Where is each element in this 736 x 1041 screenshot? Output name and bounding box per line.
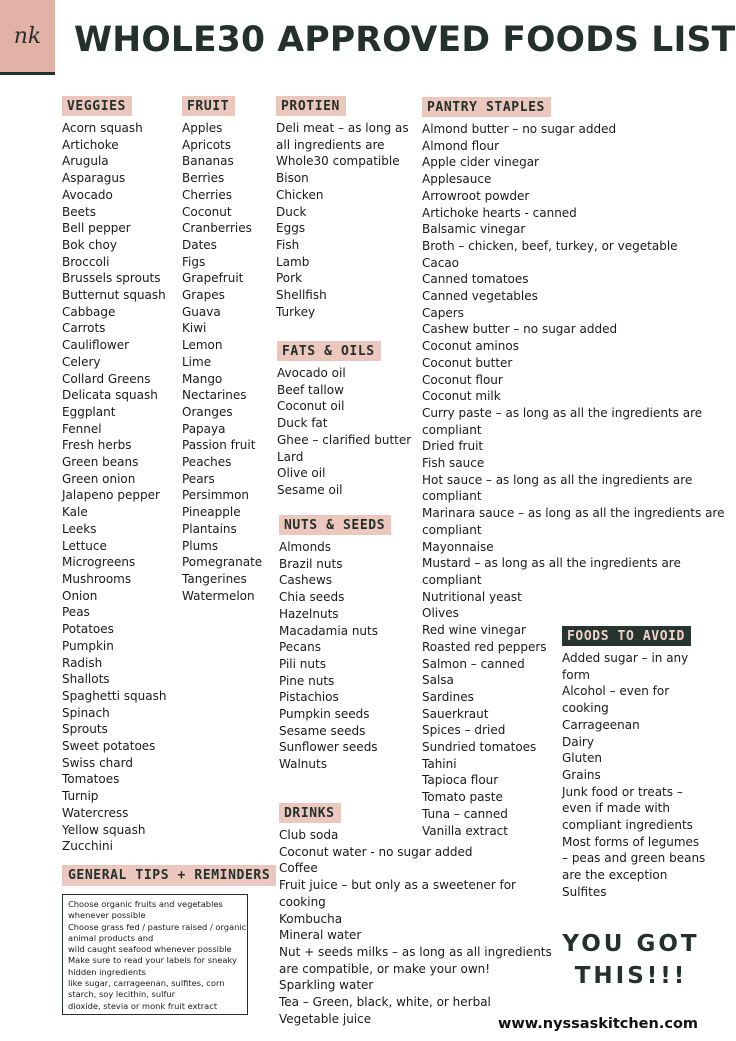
list-item: Swiss chard xyxy=(62,755,133,770)
list-item: Canned vegetables xyxy=(422,289,538,304)
list-item: Bison xyxy=(276,171,309,186)
list-item: Grapefruit xyxy=(182,271,244,286)
tips-box xyxy=(62,894,248,1015)
list-item: compliant xyxy=(422,522,482,537)
list-item: Fish xyxy=(276,237,300,252)
list-item: Eggplant xyxy=(62,404,116,419)
list-item: Sparkling water xyxy=(279,978,374,993)
list-item: Persimmon xyxy=(182,488,250,503)
list-item: Dried fruit xyxy=(422,439,484,454)
list-item: Chia seeds xyxy=(279,590,345,605)
list-item: Eggs xyxy=(276,221,306,236)
list-item: Club soda xyxy=(279,828,339,842)
list-item: Beets xyxy=(62,204,96,219)
list-item: Cacao xyxy=(422,255,460,270)
list-item: Grains xyxy=(562,767,601,782)
list-item: Spinach xyxy=(62,705,110,720)
list-item: Guava xyxy=(182,304,221,319)
tips-list xyxy=(68,899,247,1012)
list-item: Carrageenan xyxy=(562,717,640,732)
list-item: Tuna – canned xyxy=(422,806,508,821)
list-item: Sauerkraut xyxy=(422,706,489,721)
list-item: Asparagus xyxy=(62,171,126,186)
list-item: Artichoke hearts - canned xyxy=(422,205,577,220)
list-item: Kale xyxy=(62,505,88,520)
list-item: cooking xyxy=(279,894,326,909)
list-item: Turkey xyxy=(276,304,316,319)
list-item: Bok choy xyxy=(62,237,117,252)
list-item: Hot sauce – as long as all the ingredients are xyxy=(422,472,693,487)
list-item: Delicata squash xyxy=(62,388,158,403)
list-item: Ghee – clarified butter xyxy=(277,432,412,447)
list-item: Sunflower seeds xyxy=(279,740,378,755)
list-item: Walnuts xyxy=(279,757,327,772)
list-item: Mayonnaise xyxy=(422,539,494,554)
list-item: Mustard – as long as all the ingredients are xyxy=(422,556,681,571)
list-item: are compatible, or make your own! xyxy=(279,961,491,976)
nuts-heading: NUTS & SEEDS xyxy=(279,515,391,535)
list-item: Lettuce xyxy=(62,538,107,553)
list-item: Tea – Green, black, white, or herbal xyxy=(279,995,491,1010)
list-item: Almonds xyxy=(279,540,332,554)
list-item: Sprouts xyxy=(62,722,108,737)
website-url: www.nyssaskitchen.com xyxy=(498,1016,699,1032)
list-item: Leeks xyxy=(62,521,97,536)
list-item: Tomato paste xyxy=(422,790,503,805)
list-item: Bell pepper xyxy=(62,221,131,236)
list-item: Turnip xyxy=(62,789,99,804)
drinks-list xyxy=(279,827,552,1027)
list-item: Marinara sauce – as long as all the ingredients are xyxy=(422,506,725,521)
list-item: Mango xyxy=(182,371,223,386)
list-item: Sulfites xyxy=(562,884,607,899)
list-item: Canned tomatoes xyxy=(422,272,529,287)
veggies-list xyxy=(62,120,166,855)
list-item: Watermelon xyxy=(182,588,255,603)
pantry-heading: PANTRY STAPLES xyxy=(422,97,551,117)
list-item: Salsa xyxy=(422,673,454,688)
fats-section xyxy=(277,340,411,499)
list-item: Peaches xyxy=(182,455,232,470)
list-item: Tangerines xyxy=(182,571,247,586)
list-item: Tapioca flour xyxy=(422,773,499,788)
list-item: Lamb xyxy=(276,254,310,269)
list-item: Brussels sprouts xyxy=(62,271,161,286)
list-item: Green onion xyxy=(62,471,136,486)
list-item: Arrowroot powder xyxy=(422,188,530,203)
list-item: Passion fruit xyxy=(182,438,256,453)
list-item: Mushrooms xyxy=(62,571,132,586)
fruit-list xyxy=(182,120,262,604)
list-item: Pili nuts xyxy=(279,656,326,671)
list-item: Sesame seeds xyxy=(279,723,366,738)
list-item: even if made with xyxy=(562,801,670,816)
fats-list xyxy=(277,365,411,499)
list-item: Balsamic vinegar xyxy=(422,222,526,237)
list-item: Apricots xyxy=(182,137,231,152)
list-item: Applesauce xyxy=(422,172,492,187)
list-item: Avocado xyxy=(62,187,113,202)
list-item: Pumpkin seeds xyxy=(279,707,370,722)
list-item: Yellow squash xyxy=(62,822,146,837)
list-item: Pistachios xyxy=(279,690,339,705)
list-item: Choose grass fed / pasture raised / organic xyxy=(68,921,247,932)
list-item: Jalapeno pepper xyxy=(62,488,160,503)
list-item: cooking xyxy=(562,701,609,716)
list-item: Onion xyxy=(62,588,98,603)
list-item: Kiwi xyxy=(182,321,207,336)
list-item: Berries xyxy=(182,171,225,186)
list-item: Coconut water - no sugar added xyxy=(279,844,473,859)
list-item: Red wine vinegar xyxy=(422,623,526,638)
fruit-heading: FRUIT xyxy=(182,96,235,116)
fruit-section xyxy=(182,95,262,604)
list-item: Fennel xyxy=(62,421,102,436)
tips-heading: GENERAL TIPS + REMINDERS xyxy=(62,865,276,886)
list-item: Make sure to read your labels for sneaky xyxy=(68,955,237,966)
list-item: Added sugar – in any xyxy=(562,651,689,665)
list-item: Broccoli xyxy=(62,254,110,269)
list-item: hidden ingredients xyxy=(68,966,146,977)
list-item: Salmon – canned xyxy=(422,656,525,671)
list-item: Cherries xyxy=(182,187,232,202)
list-item: Carrots xyxy=(62,321,106,336)
nuts-list xyxy=(279,539,391,773)
list-item: Vegetable juice xyxy=(279,1011,372,1026)
list-item: Cashews xyxy=(279,573,333,588)
list-item: Most forms of legumes xyxy=(562,834,700,849)
list-item: Spices – dried xyxy=(422,723,506,738)
list-item: Duck fat xyxy=(277,416,328,431)
logo: nk xyxy=(0,0,55,75)
list-item: Curry paste – as long as all the ingredients are xyxy=(422,405,703,420)
list-item: Broth – chicken, beef, turkey, or vegetable xyxy=(422,238,678,253)
list-item: Tomatoes xyxy=(62,772,120,787)
list-item: Almond flour xyxy=(422,138,500,153)
list-item: Pomegranate xyxy=(182,555,263,570)
list-item: Arugula xyxy=(62,154,109,169)
list-item: wild caught seafood whenever possible xyxy=(68,944,232,955)
fats-heading: FATS & OILS xyxy=(277,341,381,361)
list-item: Olive oil xyxy=(277,466,326,481)
list-item: Coconut flour xyxy=(422,372,503,387)
avoid-heading: FOODS TO AVOID xyxy=(562,626,691,646)
list-item: Choose organic fruits and vegetables xyxy=(68,899,223,909)
list-item: Watercress xyxy=(62,805,129,820)
list-item: compliant xyxy=(422,572,482,587)
list-item: Coffee xyxy=(279,861,318,876)
list-item: Zucchini xyxy=(62,839,113,854)
list-item: Junk food or treats – xyxy=(562,784,683,799)
list-item: Deli meat – as long as xyxy=(276,121,409,135)
list-item: – peas and green beans xyxy=(562,851,706,866)
list-item: Plums xyxy=(182,538,219,553)
list-item: like sugar, carrageenan, sulfites, corn xyxy=(68,978,225,989)
list-item: animal products and xyxy=(68,932,154,943)
list-item: Butternut squash xyxy=(62,288,166,303)
list-item: Cauliflower xyxy=(62,338,130,353)
list-item: Celery xyxy=(62,354,101,369)
protein-list xyxy=(276,120,409,320)
list-item: Sundried tomatoes xyxy=(422,740,537,755)
protein-section xyxy=(276,95,409,320)
list-item: Lemon xyxy=(182,338,223,353)
list-item: Kombucha xyxy=(279,911,343,926)
list-item: are the exception xyxy=(562,868,668,883)
list-item: Coconut milk xyxy=(422,389,501,404)
list-item: Lime xyxy=(182,354,212,369)
list-item: Lard xyxy=(277,449,304,464)
list-item: Sardines xyxy=(422,689,474,704)
list-item: Collard Greens xyxy=(62,371,151,386)
list-item: Coconut xyxy=(182,204,232,219)
list-item: all ingredients are xyxy=(276,137,385,152)
list-item: Apples xyxy=(182,121,223,135)
list-item: Pumpkin xyxy=(62,638,114,653)
list-item: Beef tallow xyxy=(277,382,344,397)
list-item: Tahini xyxy=(422,756,457,771)
list-item: Dates xyxy=(182,237,217,252)
list-item: Duck xyxy=(276,204,307,219)
list-item: Papaya xyxy=(182,421,226,436)
list-item: compliant xyxy=(422,422,482,437)
list-item: Green beans xyxy=(62,455,139,470)
list-item: Bananas xyxy=(182,154,234,169)
list-item: Pine nuts xyxy=(279,673,335,688)
list-item: Microgreens xyxy=(62,555,136,570)
avoid-list xyxy=(562,650,705,901)
list-item: Coconut oil xyxy=(277,399,345,414)
veggies-section xyxy=(62,95,166,855)
list-item: Fresh herbs xyxy=(62,438,132,453)
list-item: Cabbage xyxy=(62,304,116,319)
list-item: Apple cider vinegar xyxy=(422,155,539,170)
list-item: Nutritional yeast xyxy=(422,589,522,604)
cta-text: YOU GOT THIS!!! xyxy=(562,931,700,989)
list-item: Cranberries xyxy=(182,221,252,236)
list-item: Dairy xyxy=(562,734,594,749)
list-item: Fish sauce xyxy=(422,456,485,471)
list-item: starch, soy lecithin, sulfur xyxy=(68,989,176,1000)
list-item: Pecans xyxy=(279,640,321,655)
list-item: Coconut aminos xyxy=(422,339,519,354)
list-item: Mineral water xyxy=(279,928,362,943)
list-item: Nectarines xyxy=(182,388,247,403)
list-item: Oranges xyxy=(182,404,233,419)
list-item: Pears xyxy=(182,471,215,486)
list-item: Pork xyxy=(276,271,303,286)
page-title: WHOLE30 APPROVED FOODS LIST xyxy=(74,20,736,60)
list-item: Radish xyxy=(62,655,103,670)
list-item: Cashew butter – no sugar added xyxy=(422,322,618,337)
list-item: Avocado oil xyxy=(277,366,346,380)
list-item: form xyxy=(562,667,590,682)
list-item: Spaghetti squash xyxy=(62,688,167,703)
list-item: Olives xyxy=(422,606,459,621)
list-item: Peas xyxy=(62,605,90,620)
list-item: Sweet potatoes xyxy=(62,739,156,754)
list-item: Artichoke xyxy=(62,137,119,152)
list-item: Fruit juice – but only as a sweetener for xyxy=(279,878,516,893)
list-item: Figs xyxy=(182,254,206,269)
list-item: Nut + seeds milks – as long as all ingredients xyxy=(279,944,552,959)
list-item: Gluten xyxy=(562,751,602,766)
drinks-heading: DRINKS xyxy=(279,803,341,823)
list-item: Sesame oil xyxy=(277,482,343,497)
list-item: dioxide, stevia or monk fruit extract xyxy=(68,1000,218,1011)
list-item: Grapes xyxy=(182,288,225,303)
list-item: Shellfish xyxy=(276,288,327,303)
list-item: Plantains xyxy=(182,521,237,536)
list-item: Macadamia nuts xyxy=(279,623,378,638)
list-item: Capers xyxy=(422,305,464,320)
list-item: Alcohol – even for xyxy=(562,684,670,699)
veggies-heading: VEGGIES xyxy=(62,96,132,116)
list-item: Roasted red peppers xyxy=(422,639,547,654)
protein-heading: PROTIEN xyxy=(276,96,346,116)
list-item: Potatoes xyxy=(62,622,114,637)
list-item: compliant xyxy=(422,489,482,504)
list-item: whenever possible xyxy=(68,910,146,921)
list-item: Pineapple xyxy=(182,505,241,520)
list-item: Shallots xyxy=(62,672,110,687)
nuts-section xyxy=(279,514,391,773)
list-item: Coconut butter xyxy=(422,355,513,370)
list-item: Chicken xyxy=(276,187,324,202)
avoid-section xyxy=(562,625,705,901)
list-item: Hazelnuts xyxy=(279,606,339,621)
list-item: Whole30 compatible xyxy=(276,154,400,169)
list-item: Brazil nuts xyxy=(279,556,343,571)
list-item: Acorn squash xyxy=(62,121,143,135)
list-item: Almond butter – no sugar added xyxy=(422,122,617,136)
list-item: compliant ingredients xyxy=(562,818,693,833)
list-item: Vanilla extract xyxy=(422,823,508,838)
